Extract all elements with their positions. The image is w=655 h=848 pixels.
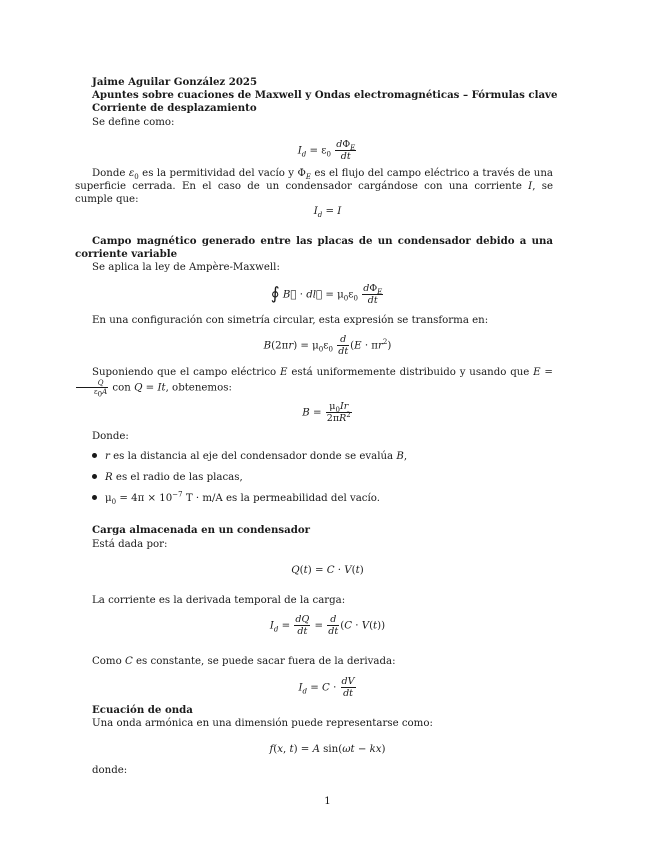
list-item: $\mu_0 = 4\pi \times 10^{-7}$ T · m/A es la permeabilidad del vacío.	[92, 492, 380, 505]
label-donde: Donde:	[92, 431, 129, 442]
equation-id-c-dvdt: $I_d = C$ · $\frac{dV}{dt}$	[298, 676, 355, 699]
paragraph-definition: Donde $\varepsilon_0$ es la permitividad del vacío y $\Phi_E$ es el flujo del campo eléctrico a través de una superficie cerrada. En el caso de un condensador cargándose con una corriente I, se cumple que:	[75, 168, 553, 205]
equation-id-equals-i: $I_d = I$	[313, 206, 342, 220]
equation-displacement-current: $I_d = \varepsilon_0$ $\frac{d\Phi_E}{dt}$	[297, 139, 356, 162]
equation-b-field: B = $\frac{\mu_0Ir}{2\pi R^2}$	[302, 401, 351, 424]
paragraph-uniform-field: Suponiendo que el campo eléctrico E está uniformemente distribuido y usando que E = $\frac{Q}{\varepsilon_0A}$ con Q = It, obtenemos:	[75, 366, 553, 396]
label-donde: donde:	[92, 765, 128, 776]
bullet-icon	[92, 474, 97, 479]
list-item: R es el radio de las placas,	[92, 471, 243, 484]
document-title: Apuntes sobre cuaciones de Maxwell y Ondas electromagnéticas – Fórmulas clave	[92, 89, 558, 101]
equation-ampere-maxwell: ∮ B⃗ · dl⃗ = $\mu_0\varepsilon_0$ $\frac{d\Phi_E}{dt}$	[270, 283, 383, 306]
section-heading-corriente-desplazamiento: Corriente de desplazamiento	[92, 102, 257, 114]
bullet-icon	[92, 495, 97, 500]
section-intro-text: Se define como:	[92, 117, 175, 128]
paragraph-circular-symmetry: En una configuración con simetría circular, esta expresión se transforma en:	[92, 315, 489, 326]
section-intro-text: Se aplica la ley de Ampère-Maxwell:	[92, 262, 280, 273]
section-heading-ecuacion-onda: Ecuación de onda	[92, 704, 193, 716]
equation-charge: Q(t) = C · V(t)	[291, 565, 364, 576]
section-heading-campo-magnetico: Campo magnético generado entre las placas de un condensador debido a una corriente variable	[75, 235, 553, 260]
section-heading-carga-almacenada: Carga almacenada en un condensador	[92, 524, 310, 536]
section-intro-text: Está dada por:	[92, 539, 168, 550]
list-item: r es la distancia al eje del condensador donde se evalúa B,	[92, 450, 407, 463]
equation-circular-form: $B(2\pi r) = \mu_0\varepsilon_0$ $\frac{d}{dt}$ $(E \cdot \pi r^2)$	[263, 334, 392, 357]
page-number: 1	[324, 796, 331, 807]
equation-current-derivative: $I_d$ = $\frac{dQ}{dt}$ = $\frac{d}{dt}$ (C · V(t))	[269, 614, 386, 637]
paragraph-current-derivative: La corriente es la derivada temporal de la carga:	[92, 595, 346, 606]
bullet-icon	[92, 453, 97, 458]
author-line: Jaime Aguilar González 2025	[92, 76, 258, 88]
section-intro-text: Una onda armónica en una dimensión puede representarse como:	[92, 718, 433, 729]
paragraph-constant-c: Como C es constante, se puede sacar fuera de la derivada:	[92, 656, 396, 667]
equation-harmonic-wave: f(x, t) = A sin(ωt − kx)	[269, 744, 386, 755]
